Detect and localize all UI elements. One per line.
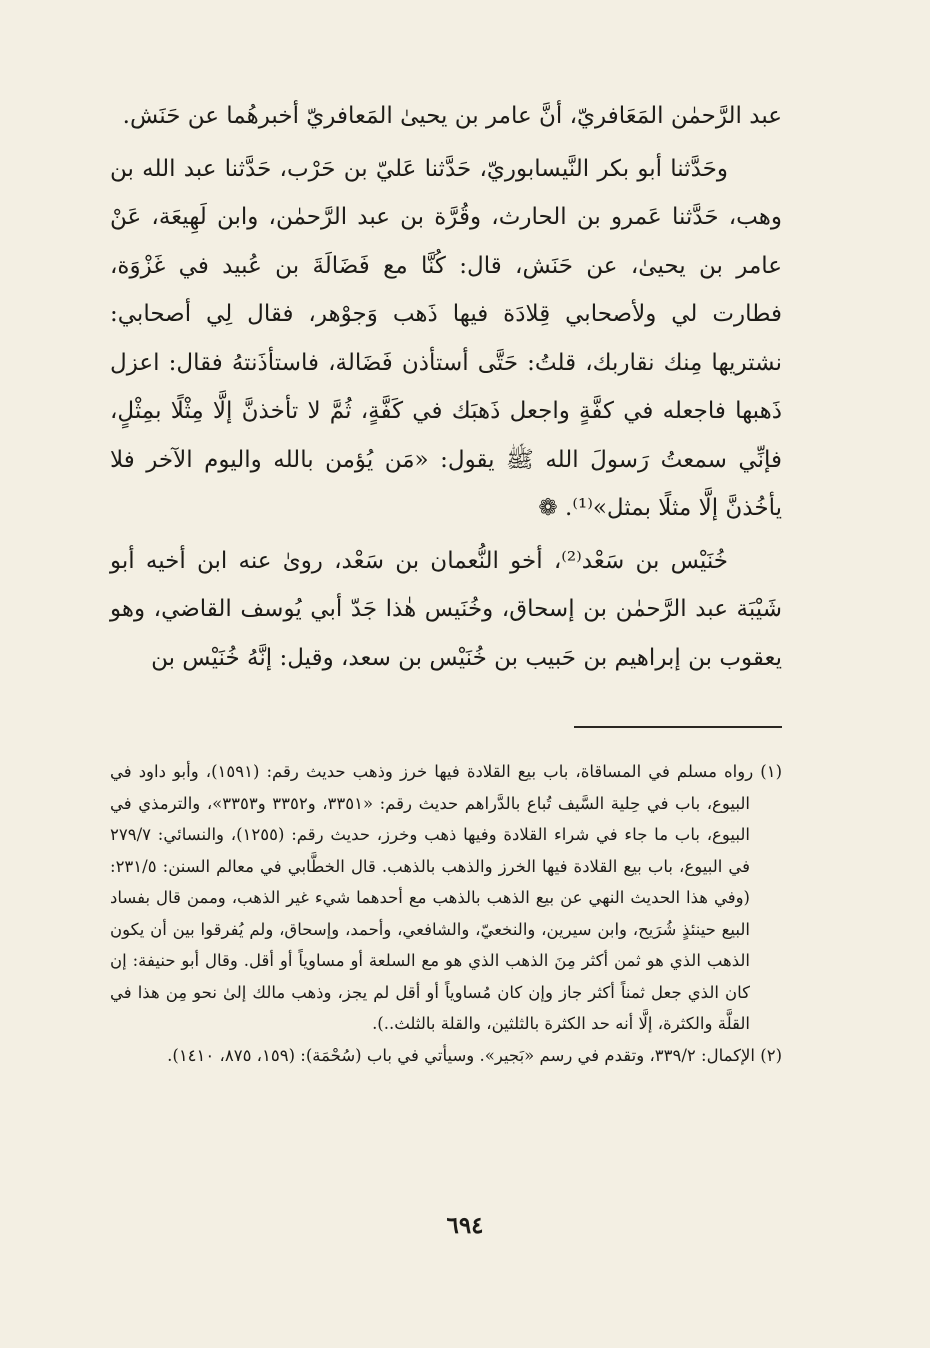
footnote-separator — [574, 726, 782, 728]
page-number: ٦٩٤ — [446, 1212, 484, 1239]
footnotes — [110, 756, 782, 1071]
paragraph-khunays-entry: خُنَيْس بن سَعْد⁽²⁾، أخو النُّعمان بن سَعْد، روىٰ عنه ابن أخيه أبو شَيْبَة عبد الرَّحمٰن بن إسحاق، وخُنَيس هٰذا جَدّ أبي يُوسف القاضي، وهو يعقوب بن إبراهيم بن حَبيب بن خُنَيْس بن سعد، وقيل: إنَّهُ خُنَيْس بن — [110, 547, 782, 671]
main-text — [110, 92, 782, 682]
footnote-2: (٢) الإكمال: ٣٣٩/٢، وتقدم في رسم «بَجير». وسيأتي في باب (سُحْمَة): (١٥٩، ٨٧٥، ١٤١٠). — [167, 1045, 782, 1065]
paragraph-continuation: عبد الرَّحمٰن المَعَافريّ، أنَّ عامر بن يحيىٰ المَعافريّ أخبرهُما عن حَنَش. — [122, 103, 782, 129]
footnote-1: (١) رواه مسلم في المساقاة، باب بيع القلادة فيها خرز وذهب حديث رقم: (١٥٩١)، وأبو داود في البيوع، باب في حِلية السَّيف تُباع بالدَّراهم حديث رقم: «٣٣٥١، و٣٣٥٢ و٣٣٥٣»، والترمذي في البيوع، باب ما جاء في شراء القلادة وفيها ذهب وخرز، حديث رقم: (١٢٥٥)، والنسائي: ٢٧٩/٧ في البيوع، باب بيع القلادة فيها الخرز والذهب بالذهب. قال الخطَّابي في معالم السنن: ٢٣١/٥: (وفي هذا الحديث النهي عن بيع الذهب بالذهب مع أحدهما شيء غير الذهب، وممن قال بفساد البيع حينئذٍ شُرَيح، وابن سيرين، والنخعيّ، والشافعي، وأحمد، وإسحاق، ولم يُفرقوا بين أن يكون الذهب الذي هو ثمن أكثر مِنَ الذهب الذي هو مع السلعة أو مساوياً أو أقل. وقال أبو حنيفة: إن كان الذي جعل ثمناً أكثر جاز وإن كان مُساوياً أو أقل لم يجز، وذهب مالك إلىٰ نحو مِن هذا في القلَّة والكثرة، إلَّا أنه حد الكثرة بالثلثين، والقلة بالثلث..). — [110, 762, 782, 1033]
paragraph-hadith: وحَدَّثنا أبو بكر النَّيسابوريّ، حَدَّثنا عَليّ بن حَرْب، حَدَّثنا عبد الله بن وهب، حَدَّثنا عَمرو بن الحارث، وقُرَّة بن عبد الرَّحمٰن، وابن لَهِيعَة، عَنْ عامر بن يحيىٰ، عن حَنَش، قال: كُنَّا مع فَضَالَةَ بن عُبيد في غَزْوَة، فطارت لي ولأصحابي قِلادَة فيها ذَهب وَجوْهر، فقال لِي أصحابي: نشتريها مِنك نقاربك، قلتُ: حَتَّى أستأذن فَضَالة، فاستأذَنتهُ فقال: اعزل ذَهبها فاجعله في كفَّةٍ واجعل ذَهبَك في كَفَّةٍ، ثُمَّ لا تأخذنَّ إلَّا مِثْلًا بمِثْلٍ، فإنِّي سمعتُ رَسولَ الله ﷺ يقول: «مَن يُؤمن بالله واليوم الآخر فلا يأخُذنَّ إلَّا مثلًا بمثل»⁽¹⁾. ❁ — [110, 155, 782, 521]
